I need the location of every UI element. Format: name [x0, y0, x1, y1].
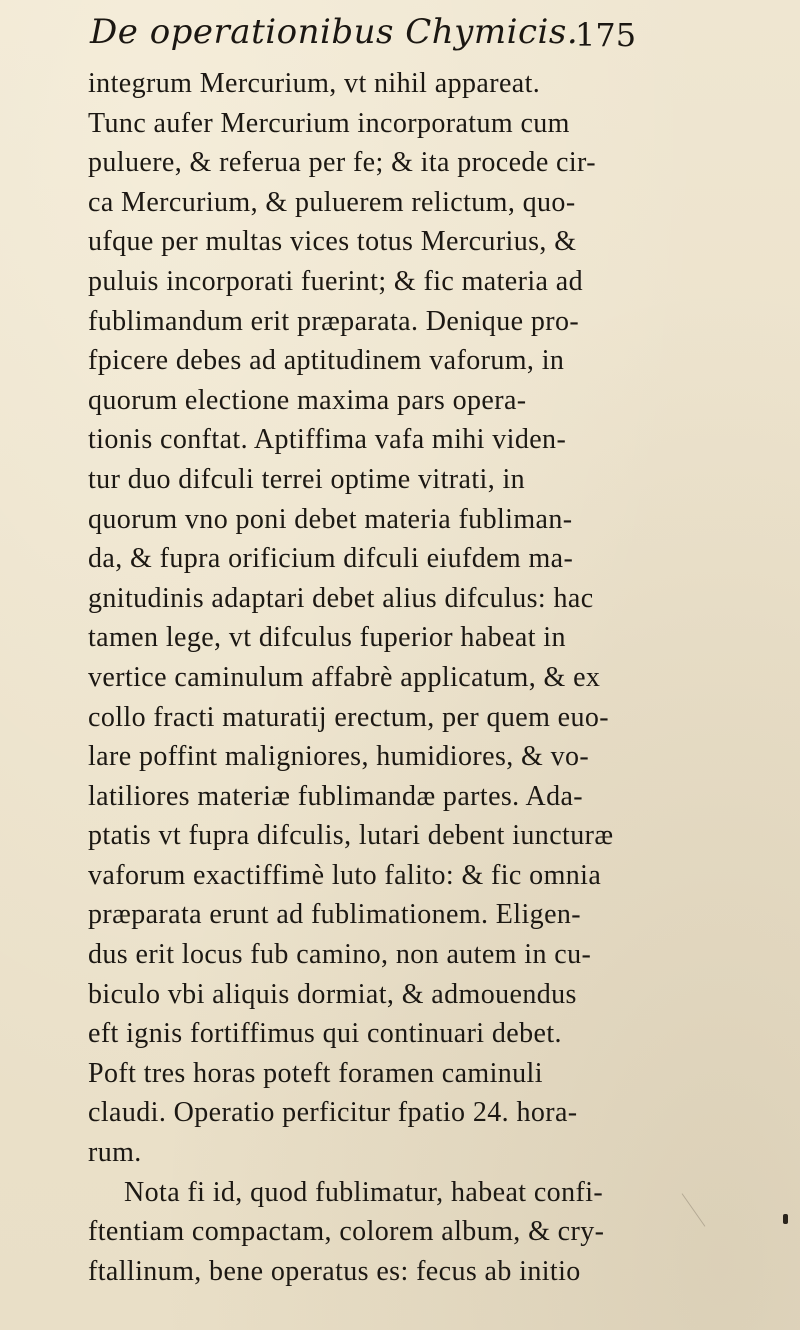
text-line: Tunc aufer Mercurium incorporatum cum — [88, 107, 570, 139]
text-line: quorum electione maxima pars opera- — [88, 384, 527, 416]
page-number: 175 — [575, 16, 637, 54]
text-line: gnitudinis adaptari debet alius difculus: hac — [88, 582, 594, 614]
text-line: lare poffint maligniores, humidiores, & vo- — [88, 741, 590, 773]
text-line: Poft tres horas poteft foramen caminuli — [88, 1057, 543, 1089]
text-line: collo fracti maturatij erectum, per quem euo- — [88, 701, 610, 733]
text-line: ptatis vt fupra difculis, lutari debent iuncturæ — [88, 820, 614, 852]
text-line-paragraph-start: Nota fi id, quod fublimatur, habeat confi- — [124, 1176, 604, 1208]
text-line: integrum Mercurium, vt nihil appareat. — [88, 68, 541, 99]
text-line: ftallinum, bene operatus es: fecus ab initio — [88, 1255, 581, 1287]
text-line: rum. — [88, 1137, 142, 1169]
text-line: tamen lege, vt difculus fuperior habeat in — [88, 622, 566, 654]
text-line: puluis incorporati fuerint; & fic materia ad — [88, 265, 583, 297]
text-line: ftentiam compactam, colorem album, & cry- — [88, 1216, 605, 1248]
text-line: quorum vno poni debet materia fubliman- — [88, 503, 573, 535]
text-line: biculo vbi aliquis dormiat, & admouendus — [88, 978, 577, 1010]
text-line: eft ignis fortiffimus qui continuari debet. — [88, 1018, 562, 1050]
running-title: De operationibus Chymicis. — [90, 12, 579, 52]
text-line: ufque per multas vices totus Mercurius, & — [88, 226, 577, 258]
text-line: da, & fupra orificium difculi eiufdem ma- — [88, 543, 574, 575]
ink-speck — [783, 1214, 788, 1224]
text-line: dus erit locus fub camino, non autem in cu- — [88, 939, 592, 971]
text-line: claudi. Operatio perficitur fpatio 24. hora- — [88, 1097, 578, 1129]
body-text — [88, 64, 728, 1291]
text-line: tionis conftat. Aptiffima vafa mihi viden- — [88, 424, 567, 456]
page-header — [90, 12, 790, 62]
text-line: puluere, & referua per fe; & ita procede cir- — [88, 147, 596, 179]
text-line: fublimandum erit præparata. Denique pro- — [88, 305, 580, 337]
text-line: ca Mercurium, & puluerem relictum, quo- — [88, 186, 576, 218]
text-line: fpicere debes ad aptitudinem vaforum, in — [88, 345, 565, 377]
text-line: latiliores materiæ fublimandæ partes. Ada- — [88, 780, 584, 812]
text-line: vertice caminulum affabrè applicatum, & ex — [88, 661, 601, 693]
text-line: tur duo difculi terrei optime vitrati, in — [88, 463, 526, 495]
text-line: præparata erunt ad fublimationem. Eligen- — [88, 899, 582, 931]
text-line: vaforum exactiffimè luto falito: & fic omnia — [88, 859, 602, 891]
